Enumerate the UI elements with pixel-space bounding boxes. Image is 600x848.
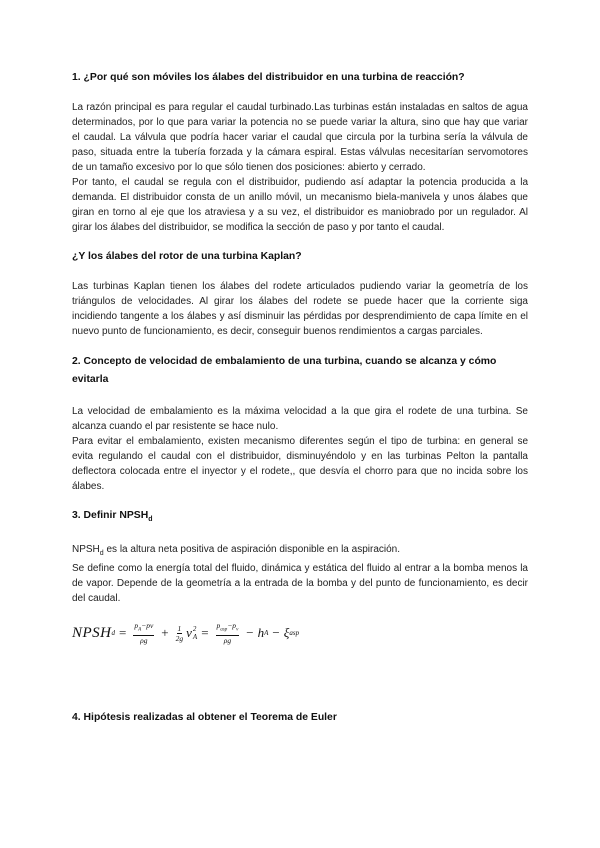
formula-equals-2: =	[201, 625, 209, 641]
formula-fraction-2	[176, 624, 184, 643]
npsh-term-subscript: d	[99, 550, 104, 558]
f3-num-rest: −p	[227, 621, 237, 631]
f3-den: ρg	[223, 635, 232, 645]
f3-num: p	[216, 621, 221, 631]
f3-num-sub2: v	[236, 627, 239, 633]
formula-xi-sub: asp	[289, 629, 300, 638]
formula-v: v	[186, 625, 192, 641]
f1-num: p	[134, 621, 139, 631]
npsh-definition: es la altura neta positiva de aspiración disponible en la aspiración.	[103, 544, 400, 556]
formula-minus-1: −	[246, 625, 254, 641]
question-1-paragraph-2: Por tanto, el caudal se regula con el distribuidor, pudiendo así adaptar la potencia producida a la demanda. El distribuidor consta de un anillo móvil, un mecanismo biela-manivela y unos álabes que giran en torno al eje que los atraviesa y a su vez, el distribuidor es maniobrado por un regulador. Al girar los álabes del distribuidor, se modifica la sección de paso y por tanto el caudal.	[72, 177, 528, 233]
formula-plus: +	[161, 625, 169, 641]
npsh-formula	[72, 616, 528, 650]
question-4-heading: 4. Hipótesis realizadas al obtener el Teorema de Euler	[72, 712, 337, 724]
formula-v-sup: 2	[192, 625, 197, 634]
question-1b-heading: ¿Y los álabes del rotor de una turbina Kaplan?	[72, 251, 302, 262]
formula-lhs-subscript: d	[111, 629, 115, 638]
formula-equals-1: =	[119, 625, 127, 641]
document-content	[72, 70, 528, 725]
question-3-heading-text: 3. Definir NPSH	[72, 510, 149, 521]
question-3-paragraph-1	[72, 542, 528, 561]
f1-num-sub: A	[138, 627, 142, 633]
npsh-term: NPSH	[72, 544, 100, 556]
question-2-paragraph-2: Para evitar el embalamiento, existen mecanismo diferentes según el tipo de turbina: en general se evita regulando el caudal con el distribuidor, disminuyéndolo y en las turbinas Pelton la pantalla deflectora colocada entre el inyector y el rodete,, que desvía el chorro para que no incida sobre los álabes.	[72, 436, 528, 492]
question-1-paragraph-1: La razón principal es para regular el caudal turbinado.Las turbinas están instaladas en saltos de agua determinados, por lo que para variar la potencia no se puede variar la altura, sino que hay que variar el caudal. La válvula que podría hacer variar el caudal que circula por la turbina sería la válvula de paso, situada entre la tubería forzada y la cámara espiral. Estas válvulas necesitarían servomotores de un tamaño excesivo por lo que sólo tienen dos posiciones: abierto y cerrado.	[72, 102, 528, 173]
question-2-paragraph-1: La velocidad de embalamiento es la máxima velocidad a la que gira el rodete de una turbina. Se alcanza cuando el par resistente se hace nulo.	[72, 406, 528, 432]
formula-fraction-1	[133, 621, 154, 645]
f1-num-rest: −pv	[141, 621, 154, 631]
question-3-heading	[72, 508, 528, 527]
question-1b-paragraph: Las turbinas Kaplan tienen los álabes del rodete articulados pudiendo variar la geometría de los triángulos de velocidades. Al girar los álabes del rodete se puede hacer que la corriente siga incidiendo tangente a los álabes y así disminuir las pérdidas por desprendimiento de capa límite en el nuevo punto de funcionamiento, es decir, conseguir buenos rendimientos a cargas parciales.	[72, 281, 528, 337]
formula-h: h	[257, 625, 265, 641]
formula-v-sub: A	[192, 633, 198, 642]
formula-lhs: NPSH	[72, 624, 112, 641]
formula-xi: ξ	[283, 625, 290, 641]
f2-num: 1	[177, 623, 182, 633]
question-3-paragraph-2: Se define como la energía total del fluido, dinámica y estática del fluido al entrar a la bomba menos la de vapor. Depende de la geometría a la entrada de la bomba y del punto de funcionamiento, es decir del caudal.	[72, 563, 528, 605]
f3-num-sub: asp	[220, 627, 228, 633]
question-1-heading: 1. ¿Por qué son móviles los álabes del distribuidor en una turbina de reacción?	[72, 72, 465, 83]
f1-den: ρg	[140, 635, 148, 645]
formula-minus-2: −	[272, 625, 280, 641]
formula-h-sub: A	[264, 629, 269, 638]
question-3-heading-subscript: d	[148, 516, 153, 524]
question-2-heading: 2. Concepto de velocidad de embalamiento de una turbina, cuando se alcanza y cómo evitarla	[72, 356, 497, 385]
f2-den: 2g	[175, 633, 184, 643]
formula-fraction-3	[216, 621, 240, 645]
